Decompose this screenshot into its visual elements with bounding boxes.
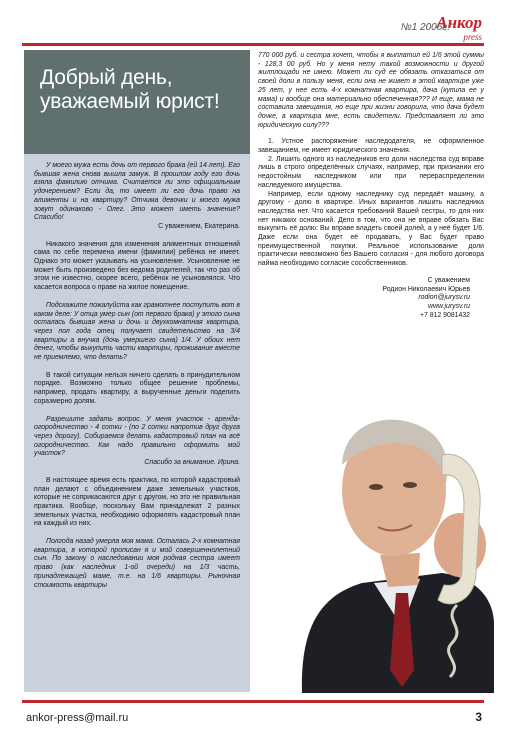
- right-column: [258, 52, 484, 320]
- answer-4-detail: Например, если одному наследнику суд передаёт машину, а другому - долю в квартире. Иных вариантов лишить наследника наследства нет. Что касается требований Вашей сестры, то для них нет никаких оснований. Дело в том, что она не вправе обязать Вас выкупить её долю: Вы вправе владеть своей долей, а у неё будет 1/6. Даже если она будет её продавать, у Вас будет право преимущественной покупки. Реальное использование доли практически невозможно без Вашего согласия - для любого договора найма необходимо согласие сособственников.: [258, 190, 484, 268]
- footer-email-link[interactable]: ankor-press@mail.ru: [26, 712, 129, 724]
- issue-number: №1 2005г.: [400, 22, 450, 33]
- question-1-signature: С уважением, Екатерина.: [158, 222, 240, 230]
- publisher-logo: Анкор: [436, 13, 482, 32]
- question-1: У моего мужа есть дочь от первого брака (ей 14 лет). Его бывшая жена снова вышла замуж. В прошлом году его дочь взяла фамилию отчима. Считается ли это официальным удочерением? Если да, то имеет ли его дочь право на алименты и на квартиру? Отчима девочки и моего мужа зовут одинаково - Олег. Это может иметь значение? Спасибо!: [34, 162, 240, 222]
- masthead: [0, 0, 510, 45]
- left-column: [24, 50, 250, 692]
- bottom-rule: [22, 700, 484, 703]
- regards: С уважением: [427, 276, 470, 284]
- lawyer-email: rodion@jurysv.ru: [418, 294, 470, 302]
- answer-1: Никакого значения для изменения алиментных отношений сама по себе перемена имени (фамилии) ребёнка не имеет. Однако это может указывать на усыновление. Усыновление не может быть произведено без ведома родителей, так что раз об этом не известно, скорее всего, ребёнок не усыновлялся. Что касается вопроса о праве на жилое помещение.: [34, 240, 240, 292]
- answer-2: В такой ситуации нельзя ничего сделать в принудительном порядке. Возможно только общее решение проблемы, например, продать квартиру, а вырученные деньги поделить соразмерно долям.: [34, 371, 240, 405]
- article-title-line-2: уважаемый юрист!: [40, 90, 220, 113]
- lawyer-name: Родион Николаевич Юрьев: [382, 285, 470, 293]
- question-3-thanks: Спасибо за внимание. Ирина.: [144, 459, 240, 467]
- answer-4-point-1: 1. Устное распоряжение наследодателя, не оформленное завещанием, не имеет юридического значения.: [258, 138, 484, 155]
- question-3: Разрешите задать вопрос. У меня участок - аренда- огородничество - 4 сотки - (по 2 сотки напротив друг друга через дорогу). Собираемся делать кадастровый план на всё огородничество. Как надо правильно оформить мой участок?: [34, 415, 240, 458]
- page-number: 3: [475, 710, 482, 724]
- answer-3: В настоящее время есть практика, по которой кадастровый план делают с объединением даже земельных участков, которые не соприкасаются друг с другом, но это не правильная практика. Вообще, поскольку Вам принадлежат 2 разных земельных участка, необходимо оформлять кадастровый план на каждый из них.: [34, 476, 240, 528]
- article-title: [40, 66, 240, 114]
- lawyer-website: www.jurysv.ru: [428, 302, 470, 310]
- top-rule: [22, 43, 484, 46]
- article-title-line-1: Добрый день,: [40, 66, 173, 89]
- question-4-continued: 770 000 руб. и сестра хочет, чтобы я выплатил ей 1/6 этой суммы - 128,3 00 руб. Но у меня нету такой возможности и другой жилплощади не имею. Может ли суд ее обязать отказаться от своей доли в пользу меня, если она не живет в этой квартире уже 25 лет, у нее есть 4-х комнатная квартира, дача (купила ее у мама) и вообще она материально обеспеченная??? И еще, мама не составила завещания, но еще при жизни говорила, что дача будет дочке, а квартира мне, есть свидетели. Представляет ли это юридическую силу???: [258, 52, 484, 129]
- article-title-box: [24, 50, 250, 154]
- question-2: Подскажите пожалуйста как грамотнее поступить вот в каком деле: У отца умер сын (от первого брака) у этого сына осталась бывшая жена и дочь и двухкомнатная квартира, через пол года отец получает свидетельство на 3/4 квартиры а внучка (дочь умершего сына) 1/4. У обоих нет денег, чтобы выкупить части квартиры, проживание вместе не приемлемо, что делать?: [34, 301, 240, 362]
- lawyer-phone: +7 812 9081432: [419, 311, 470, 319]
- left-body: [24, 154, 250, 590]
- publisher-logo-sub: press: [463, 32, 482, 42]
- lawyer-photo: [292, 395, 494, 693]
- answer-4-point-2: 2. Лишить одного из наследников его доли наследства суд вправе лишь в строго определённых случаях, например, при признании его недостойным наследником или при перераспределении наследуемого имущества.: [258, 155, 484, 189]
- eye-right-shape: [403, 482, 417, 488]
- eye-left-shape: [369, 484, 383, 490]
- question-4: Полгода назад умерла моя мама. Осталась 2-х комнатная квартира, в которой прописан я и мой совершеннолетний сын. По закону о наследовании моя родная сестра имеет право (как наследник 1-ой очереди) на 1/3 часть, принадлежащей маме, т.е. на 1/6 квартиры. Рыночная стоимость квартиры: [34, 538, 240, 589]
